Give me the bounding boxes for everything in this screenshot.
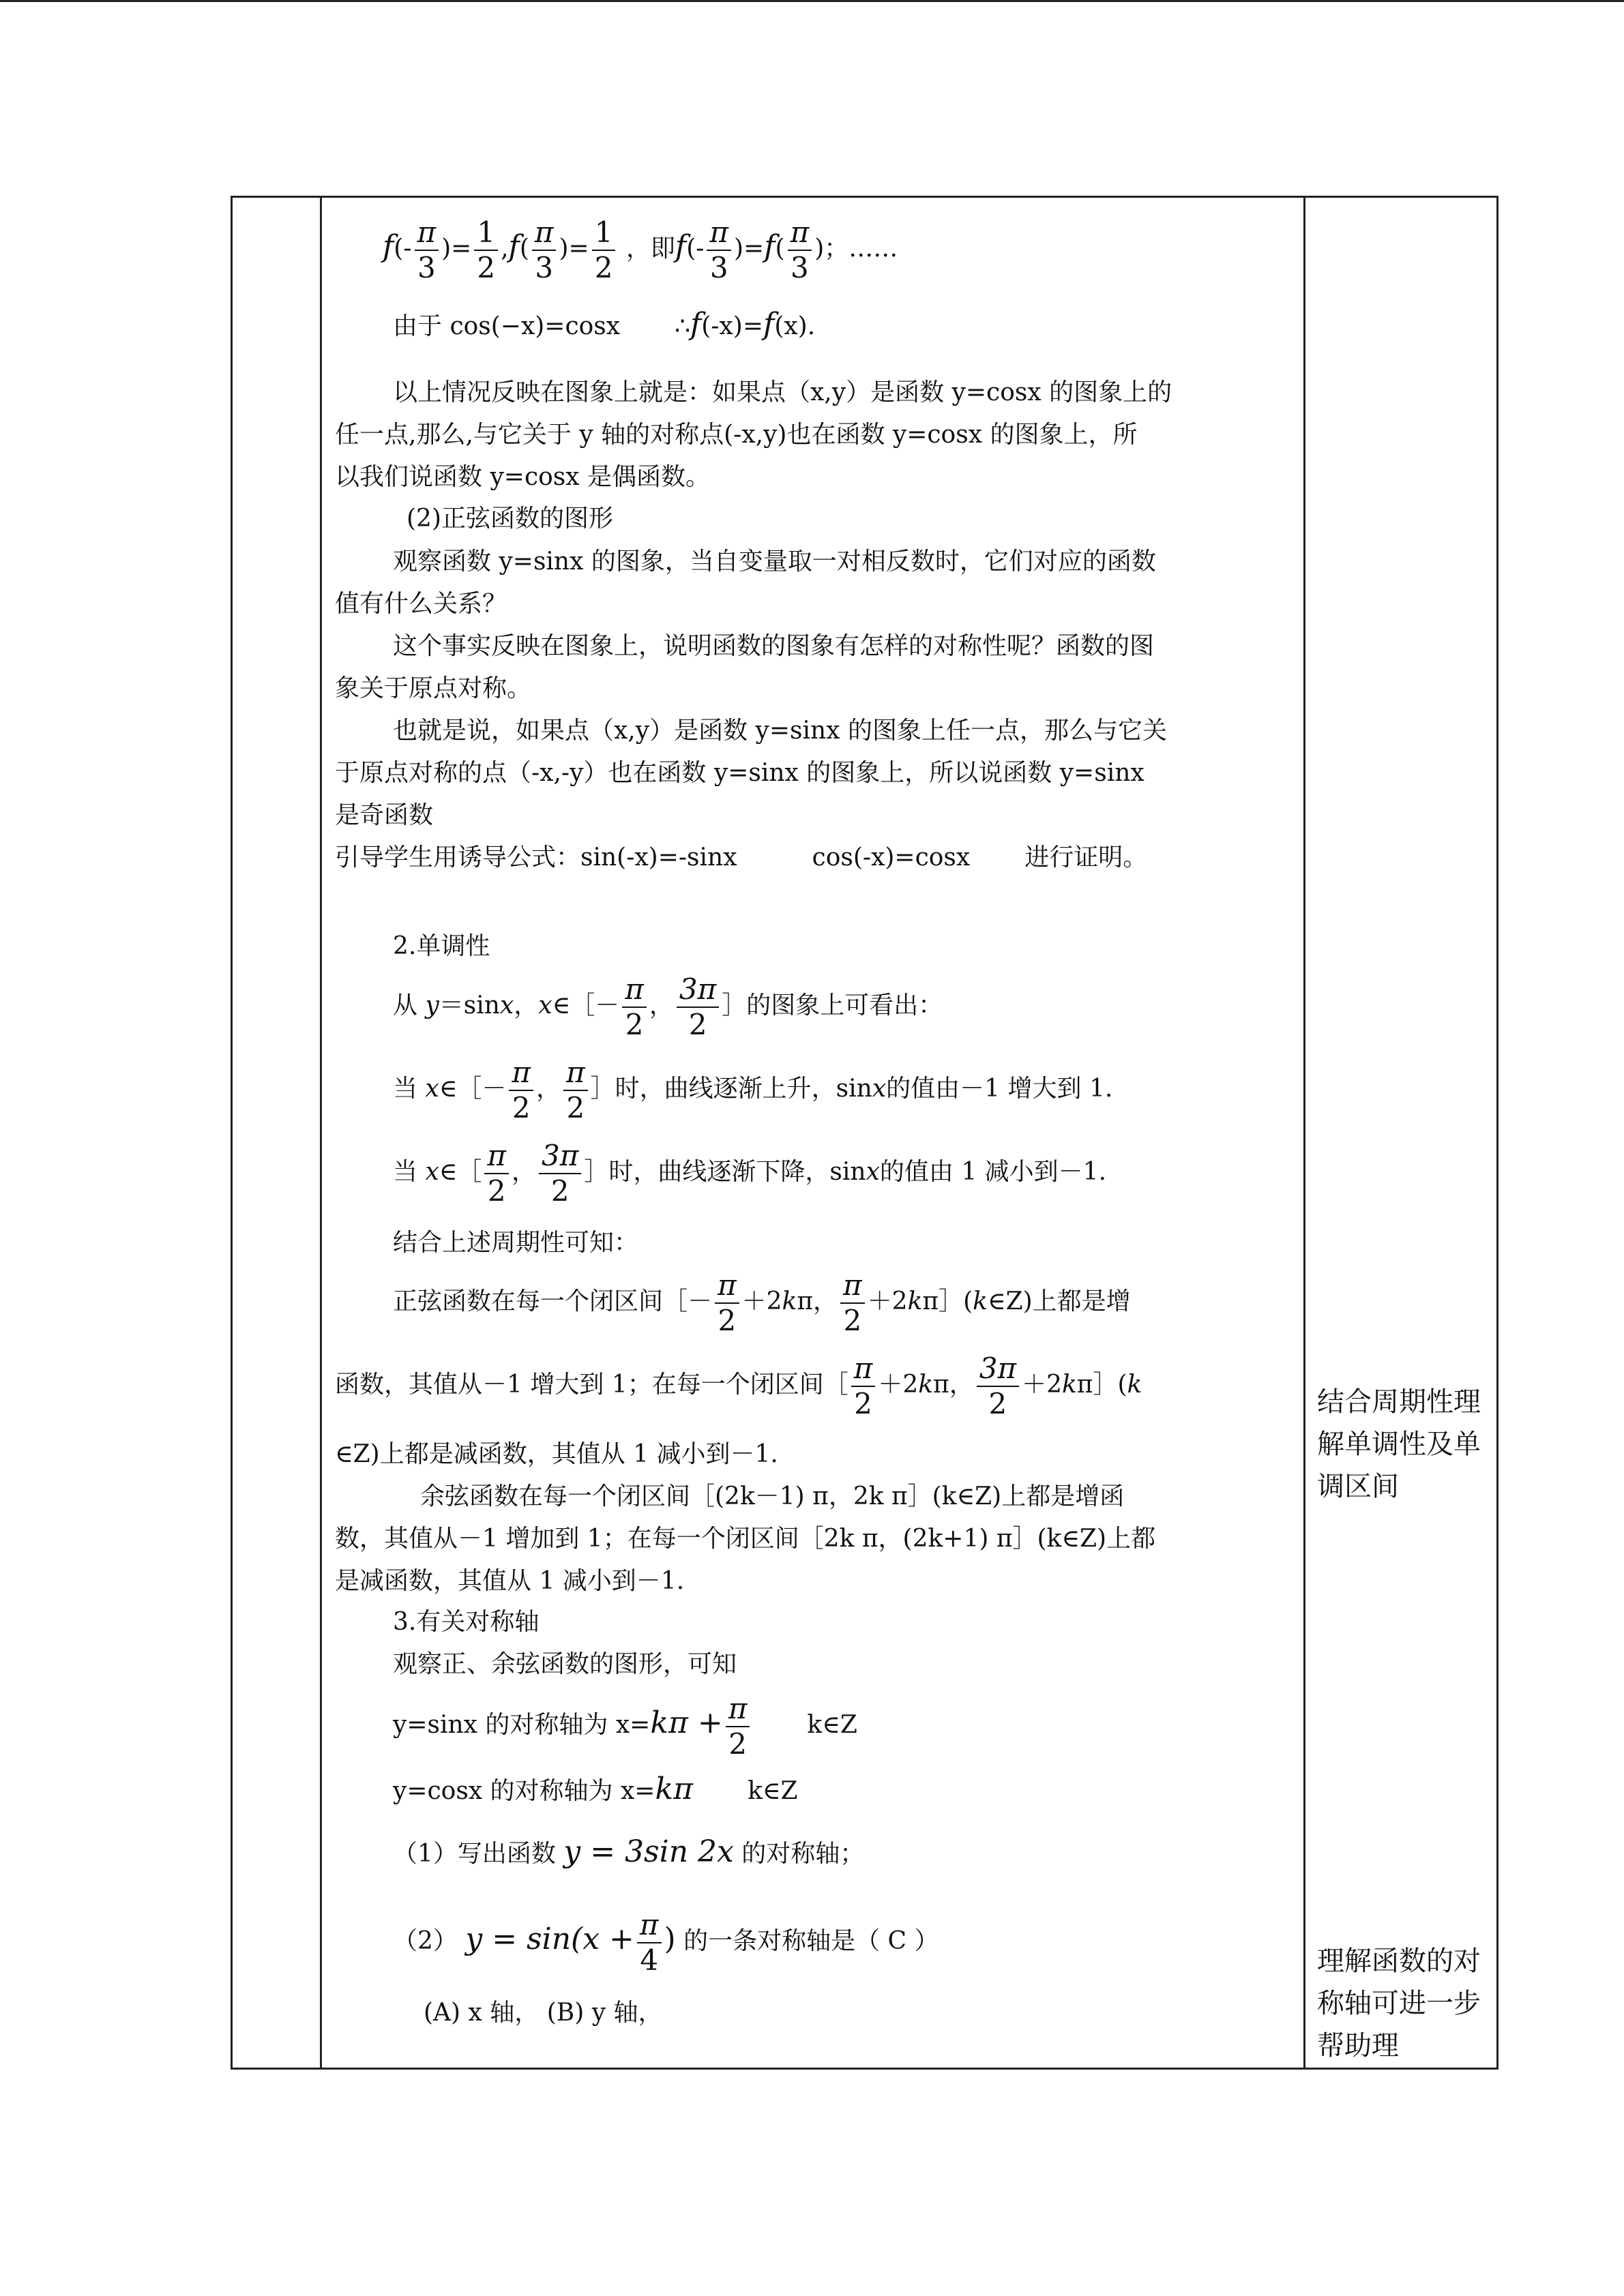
paragraph-line: 观察正、余弦函数的图形，可知: [393, 1650, 737, 1678]
sine-domain-line: [393, 972, 943, 1041]
lesson-content: [233, 198, 1501, 2072]
var-x: x: [872, 1075, 887, 1103]
comma: ,: [501, 235, 509, 263]
text: 从: [393, 992, 426, 1019]
text: y=cosx 的对称轴为 x=: [393, 1777, 655, 1805]
text: 的一条对称轴是（ C ）: [675, 1927, 939, 1955]
sine-decreasing-general: [335, 1354, 1142, 1418]
cos-identity: 由于 cos(−x)=cosx: [393, 312, 621, 340]
f-symbol: f: [508, 229, 520, 264]
var-k: k: [973, 1287, 988, 1315]
paragraph-line: 数，其值从－1 增加到 1；在每一个闭区间［2k π，(2k+1) π］(k∈Z)上都: [335, 1525, 1156, 1553]
even-function-example: [383, 215, 898, 284]
text: ，: [649, 992, 674, 1019]
paragraph-line: 是减函数，其值从 1 减小到－1.: [335, 1567, 685, 1595]
text: ，: [536, 1075, 561, 1103]
paren: (-: [686, 235, 705, 263]
fraction-pi-over-3: $\frac{\pi}{3}$: [788, 218, 812, 282]
section-heading-monotonicity: 2.单调性: [393, 932, 490, 960]
proof-instruction: [335, 837, 1147, 879]
f-symbol: f: [764, 229, 776, 264]
fraction-pi-over-2: $\frac{\pi}{2}$: [622, 975, 647, 1039]
fraction-pi-over-3: $\frac{\pi}{3}$: [532, 218, 557, 282]
f-symbol: f: [675, 229, 687, 264]
sine-axis-of-symmetry: [393, 1692, 857, 1761]
text: 的值由 1 减小到－1.: [879, 1158, 1107, 1186]
var-k: k: [1127, 1371, 1142, 1399]
expression: y = 3sin 2x: [563, 1834, 734, 1869]
text: ］(: [1093, 1371, 1127, 1399]
k-in-z: k∈Z: [748, 1777, 798, 1805]
top-border-line: [0, 0, 1624, 2]
fraction-pi-over-2: $\frac{\pi}{2}$: [851, 1354, 876, 1418]
fraction-1-over-2: $\frac{1}{2}$: [474, 218, 498, 282]
fraction-pi-over-2: $\frac{\pi}{2}$: [715, 1271, 739, 1335]
text: 正弦函数在每一个闭区间［－: [393, 1287, 713, 1315]
text: 当: [393, 1075, 426, 1103]
sine-increasing-general: [393, 1268, 1131, 1337]
text: ＋2: [741, 1287, 782, 1315]
paragraph-line: 余弦函数在每一个闭区间［(2k－1) π，2k π］(k∈Z)上都是增函: [420, 1482, 1125, 1510]
text: ］时，曲线逐渐下降，sin: [584, 1158, 866, 1186]
ji-text: ，即: [618, 235, 675, 263]
fraction-pi-over-2: $\frac{\pi}{2}$: [840, 1271, 865, 1335]
paragraph-line: 值有什么关系？: [335, 590, 507, 618]
section-heading-symmetry: 3.有关对称轴: [393, 1608, 540, 1636]
k-pi: kπ: [655, 1772, 694, 1806]
pi: π: [922, 1287, 939, 1315]
f-symbol: f: [763, 307, 775, 342]
k-in-z: k∈Z: [807, 1711, 857, 1739]
fraction-3pi-over-2: $\frac{3\pi}{2}$: [977, 1354, 1019, 1418]
proof-text: 进行证明。: [1024, 844, 1148, 871]
text: ∈［: [439, 1158, 482, 1186]
k-pi: kπ +: [650, 1705, 723, 1740]
paragraph-line: 象关于原点对称。: [335, 674, 532, 702]
fraction-3pi-over-2: $\frac{3\pi}{2}$: [539, 1142, 581, 1206]
text: y=sinx 的对称轴为 x=: [393, 1711, 651, 1739]
fraction-pi-over-3: $\frac{\pi}{3}$: [707, 218, 731, 282]
text: ］(: [939, 1287, 973, 1315]
therefore-symbol: ∴: [675, 312, 690, 340]
question-2-options: (A) x 轴， (B) y 轴，: [424, 1999, 663, 2027]
paragraph-line: 观察函数 y=sinx 的图象，当自变量取一对相反数时，它们对应的函数: [393, 548, 1156, 576]
text: ∈Z)上都是增: [987, 1287, 1131, 1315]
var-k: k: [907, 1287, 923, 1315]
text: （2）: [393, 1927, 466, 1955]
text: ＝sin: [439, 992, 500, 1019]
pi: π: [797, 1287, 814, 1315]
side-note-monotonicity: 结合周期性理解单调性及单调区间: [1317, 1386, 1481, 1502]
fraction-1-over-2: $\frac{1}{2}$: [592, 218, 616, 282]
var-k: k: [782, 1287, 797, 1315]
fraction-pi-over-2: $\frac{\pi}{2}$: [484, 1142, 509, 1206]
var-x: x: [866, 1158, 880, 1186]
var-k: k: [918, 1371, 934, 1399]
var-x: x: [425, 1158, 439, 1186]
equals: )=: [559, 235, 589, 263]
var-x: x: [499, 992, 514, 1019]
f-symbol: f: [383, 229, 394, 264]
fraction-pi-over-4: $\frac{\pi}{4}$: [637, 1911, 662, 1975]
cos-identity-line: [393, 303, 815, 348]
text: 当: [393, 1158, 426, 1186]
paren: (: [775, 235, 785, 263]
fraction-3pi-over-2: $\frac{3\pi}{2}$: [677, 975, 719, 1039]
var-x: x: [538, 992, 552, 1019]
paragraph-line: ∈Z)上都是减函数，其值从 1 减小到－1.: [335, 1440, 778, 1468]
text: (x).: [774, 312, 816, 340]
ellipsis: )；……: [814, 235, 898, 263]
paragraph-line: 以上情况反映在图象上就是：如果点（x,y）是函数 y=cosx 的图象上的: [393, 378, 1172, 406]
text: ＋2: [867, 1287, 908, 1315]
paragraph-line: 任一点,那么,与它关于 y 轴的对称点(-x,y)也在函数 y=cosx 的图象上，所: [335, 421, 1138, 449]
text: （1）写出函数: [393, 1840, 564, 1868]
lesson-table: [231, 196, 1498, 2070]
fraction-pi-over-3: $\frac{\pi}{3}$: [415, 218, 439, 282]
sin-identity: 引导学生用诱导公式：sin(-x)=-sinx: [335, 844, 737, 871]
text: ，: [514, 992, 539, 1019]
side-note-symmetry: 理解函数的对称轴可进一步帮助理: [1317, 1945, 1481, 2061]
text: ＋2: [1022, 1371, 1062, 1399]
fraction-pi-over-2: $\frac{\pi}{2}$: [563, 1058, 588, 1122]
paragraph-line: 结合上述周期性可知：: [393, 1229, 639, 1257]
paragraph-line: 也就是说，如果点（x,y）是函数 y=sinx 的图象上任一点，那么与它关: [393, 717, 1167, 745]
cosine-axis-of-symmetry: [393, 1768, 798, 1813]
text: 的对称轴；: [733, 1840, 865, 1868]
text: 函数，其值从－1 增大到 1；在每一个闭区间［: [335, 1371, 848, 1399]
paragraph-line: 这个事实反映在图象上，说明函数的图象有怎样的对称性呢？函数的图: [393, 632, 1155, 660]
var-y: y: [425, 992, 439, 1019]
f-symbol: f: [690, 307, 702, 342]
pi: π: [933, 1371, 949, 1399]
expression: y = sin(x +: [465, 1922, 634, 1956]
text: ，: [512, 1158, 537, 1186]
fraction-pi-over-2: $\frac{\pi}{2}$: [726, 1695, 750, 1759]
text: ，: [813, 1287, 838, 1315]
question-1: [393, 1831, 864, 1875]
increasing-interval-line: [393, 1058, 1112, 1122]
text: ］的图象上可看出：: [722, 992, 943, 1019]
text: (-x)=: [701, 312, 764, 340]
paragraph-line: 以我们说函数 y=cosx 是偶函数。: [335, 463, 711, 491]
paren: ): [664, 1922, 676, 1956]
fraction-pi-over-2: $\frac{\pi}{2}$: [509, 1058, 533, 1122]
paragraph-line: 于原点对称的点（-x,-y）也在函数 y=sinx 的图象上，所以说函数 y=sinx: [335, 759, 1145, 787]
section-heading-sine-graph: (2)正弦函数的图形: [407, 505, 613, 533]
paragraph-line: 是奇函数: [335, 801, 434, 829]
equals: )=: [441, 235, 472, 263]
equals: )=: [734, 235, 765, 263]
var-k: k: [1061, 1371, 1077, 1399]
text: 的值由－1 增大到 1.: [886, 1075, 1113, 1103]
paren: (: [519, 235, 529, 263]
text: ＋2: [878, 1371, 919, 1399]
text: ］时，曲线逐渐上升，sin: [590, 1075, 872, 1103]
question-2: [393, 1908, 939, 1977]
decreasing-interval-line: [393, 1139, 1107, 1208]
text: ∈［－: [552, 992, 620, 1019]
text: ∈［－: [439, 1075, 507, 1103]
cos-identity: cos(-x)=cosx: [812, 844, 971, 871]
paren: (-: [394, 235, 412, 263]
var-x: x: [425, 1075, 439, 1103]
text: ，: [949, 1371, 974, 1399]
pi: π: [1076, 1371, 1093, 1399]
